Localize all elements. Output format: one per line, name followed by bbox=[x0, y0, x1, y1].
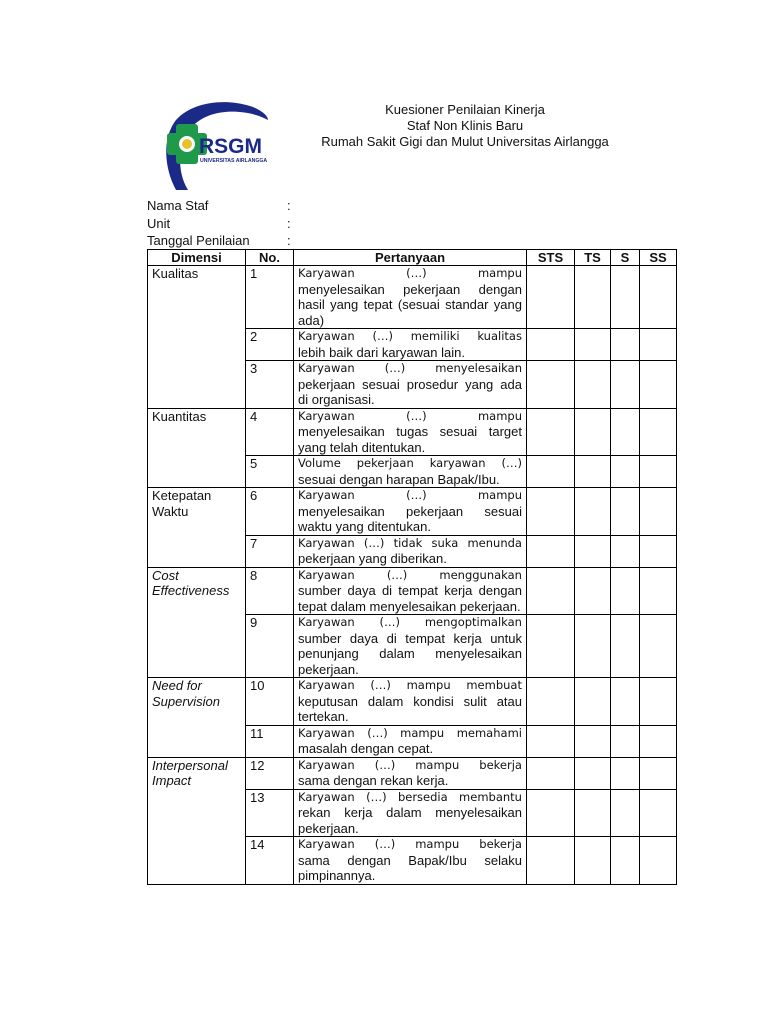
field-label: Unit bbox=[147, 215, 171, 231]
question-rest: menyelesaikan pekerjaan dengan hasil yang tepat (sesuai standar yang ada) bbox=[298, 281, 522, 328]
table-header-row bbox=[148, 250, 677, 266]
question-number: 4 bbox=[246, 408, 294, 456]
answer-cell-ss[interactable] bbox=[640, 361, 677, 409]
question-rest: sama dengan rekan kerja. bbox=[298, 773, 449, 788]
answer-cell-s[interactable] bbox=[611, 725, 640, 757]
staff-info bbox=[147, 197, 291, 250]
dimension-cell: Interpersonal Impact bbox=[148, 757, 246, 884]
answer-cell-sts[interactable] bbox=[527, 837, 575, 885]
question-text bbox=[294, 678, 527, 726]
answer-cell-ss[interactable] bbox=[640, 329, 677, 361]
field-label: Nama Staf bbox=[147, 198, 209, 213]
answer-cell-ts[interactable] bbox=[575, 329, 611, 361]
question-number: 8 bbox=[246, 567, 294, 615]
answer-cell-ts[interactable] bbox=[575, 567, 611, 615]
question-lead: Karyawan (…) mampu bbox=[298, 488, 522, 502]
question-rest: pekerjaan yang diberikan. bbox=[298, 551, 447, 566]
answer-cell-ts[interactable] bbox=[575, 725, 611, 757]
answer-cell-sts[interactable] bbox=[527, 757, 575, 789]
answer-cell-s[interactable] bbox=[611, 757, 640, 789]
answer-cell-ts[interactable] bbox=[575, 789, 611, 837]
question-rest: menyelesaikan tugas sesuai target yang telah ditentukan. bbox=[298, 424, 522, 455]
answer-cell-ts[interactable] bbox=[575, 361, 611, 409]
question-text bbox=[294, 266, 527, 329]
question-lead: Karyawan (…) mengoptimalkan bbox=[298, 615, 522, 629]
answer-cell-sts[interactable] bbox=[527, 678, 575, 726]
answer-cell-ss[interactable] bbox=[640, 725, 677, 757]
question-number: 1 bbox=[246, 266, 294, 329]
question-lead: Karyawan (…) mampu membuat bbox=[298, 678, 522, 692]
answer-cell-s[interactable] bbox=[611, 567, 640, 615]
question-number: 2 bbox=[246, 329, 294, 361]
question-lead: Karyawan (…) mampu memahami bbox=[298, 725, 522, 740]
dimension-cell: Kuantitas bbox=[148, 408, 246, 488]
question-number: 6 bbox=[246, 488, 294, 536]
question-row bbox=[148, 757, 677, 789]
question-number: 13 bbox=[246, 789, 294, 837]
answer-cell-ss[interactable] bbox=[640, 408, 677, 456]
question-text bbox=[294, 789, 527, 837]
field-tanggal-penilaian bbox=[147, 232, 291, 250]
answer-cell-s[interactable] bbox=[611, 678, 640, 726]
question-number: 12 bbox=[246, 757, 294, 789]
question-text bbox=[294, 567, 527, 615]
answer-cell-s[interactable] bbox=[611, 408, 640, 456]
field-unit bbox=[147, 215, 291, 233]
answer-cell-s[interactable] bbox=[611, 361, 640, 409]
answer-cell-ss[interactable] bbox=[640, 535, 677, 567]
answer-cell-ss[interactable] bbox=[640, 678, 677, 726]
question-text bbox=[294, 488, 527, 536]
question-text bbox=[294, 757, 527, 789]
question-text bbox=[294, 615, 527, 678]
answer-cell-ss[interactable] bbox=[640, 789, 677, 837]
question-lead: Karyawan (…) mampu bekerja bbox=[298, 837, 522, 851]
field-separator: : bbox=[287, 198, 291, 213]
question-rest: keputusan dalam kondisi sulit atau tertekan. bbox=[298, 693, 522, 724]
answer-cell-sts[interactable] bbox=[527, 456, 575, 488]
answer-cell-ts[interactable] bbox=[575, 408, 611, 456]
question-rest: lebih baik dari karyawan lain. bbox=[298, 344, 465, 360]
header-no: No. bbox=[246, 250, 294, 266]
question-number: 9 bbox=[246, 615, 294, 678]
answer-cell-ts[interactable] bbox=[575, 615, 611, 678]
title-line-3: Rumah Sakit Gigi dan Mulut Universitas Airlangga bbox=[321, 134, 609, 149]
question-rest: sumber daya di tempat kerja dengan tepat dalam menyelesaikan pekerjaan. bbox=[298, 583, 522, 614]
answer-cell-sts[interactable] bbox=[527, 789, 575, 837]
question-row bbox=[148, 266, 677, 329]
answer-cell-sts[interactable] bbox=[527, 535, 575, 567]
question-text bbox=[294, 408, 527, 456]
answer-cell-sts[interactable] bbox=[527, 266, 575, 329]
header-dimensi: Dimensi bbox=[148, 250, 246, 266]
question-number: 7 bbox=[246, 535, 294, 567]
title-line-2: Staf Non Klinis Baru bbox=[406, 118, 524, 133]
answer-cell-sts[interactable] bbox=[527, 408, 575, 456]
answer-cell-s[interactable] bbox=[611, 615, 640, 678]
answer-cell-ts[interactable] bbox=[575, 266, 611, 329]
answer-cell-ts[interactable] bbox=[575, 456, 611, 488]
logo-text: RSGM bbox=[199, 135, 262, 158]
question-rest: sama dengan Bapak/Ibu selaku pimpinannya. bbox=[298, 852, 522, 883]
answer-cell-s[interactable] bbox=[611, 535, 640, 567]
answer-cell-ts[interactable] bbox=[575, 678, 611, 726]
question-text bbox=[294, 361, 527, 409]
dimension-cell: Need for Supervision bbox=[148, 678, 246, 758]
question-lead: Karyawan (…) memiliki kualitas bbox=[298, 329, 522, 343]
question-number: 5 bbox=[246, 456, 294, 488]
answer-cell-ss[interactable] bbox=[640, 837, 677, 885]
question-lead: Karyawan (…) mampu bbox=[298, 408, 522, 423]
question-row bbox=[148, 408, 677, 456]
question-number: 3 bbox=[246, 361, 294, 409]
answer-cell-sts[interactable] bbox=[527, 361, 575, 409]
answer-cell-sts[interactable] bbox=[527, 329, 575, 361]
field-separator: : bbox=[287, 233, 291, 248]
answer-cell-s[interactable] bbox=[611, 789, 640, 837]
question-lead: Karyawan (…) mampu bekerja bbox=[298, 757, 522, 772]
answer-cell-ss[interactable] bbox=[640, 456, 677, 488]
question-rest: pekerjaan sesuai prosedur yang ada di organisasi. bbox=[298, 376, 522, 407]
header-sts: STS bbox=[527, 250, 575, 266]
question-lead: Volume pekerjaan karyawan (…) bbox=[298, 456, 522, 470]
answer-cell-s[interactable] bbox=[611, 456, 640, 488]
rsgm-logo bbox=[158, 98, 270, 194]
answer-cell-s[interactable] bbox=[611, 329, 640, 361]
question-rest: sumber daya di tempat kerja untuk penunjang dalam menyelesaikan pekerjaan. bbox=[298, 630, 522, 677]
question-rest: menyelesaikan pekerjaan sesuai waktu yang ditentukan. bbox=[298, 503, 522, 534]
field-nama-staf bbox=[147, 197, 291, 215]
answer-cell-ts[interactable] bbox=[575, 837, 611, 885]
title-line-1: Kuesioner Penilaian Kinerja bbox=[385, 102, 545, 117]
question-row bbox=[148, 678, 677, 726]
question-text bbox=[294, 329, 527, 361]
question-rest: rekan kerja dalam menyelesaikan pekerjaan. bbox=[298, 805, 522, 836]
header-s: S bbox=[611, 250, 640, 266]
header-ts: TS bbox=[575, 250, 611, 266]
dimension-cell: Cost Effectiveness bbox=[148, 567, 246, 678]
answer-cell-ss[interactable] bbox=[640, 266, 677, 329]
logo-subtext: UNIVERSITAS AIRLANGGA bbox=[200, 158, 268, 164]
questionnaire-table bbox=[147, 249, 677, 885]
header-pertanyaan: Pertanyaan bbox=[294, 250, 527, 266]
question-rest: masalah dengan cepat. bbox=[298, 741, 434, 756]
answer-cell-sts[interactable] bbox=[527, 488, 575, 536]
answer-cell-ss[interactable] bbox=[640, 615, 677, 678]
answer-cell-s[interactable] bbox=[611, 266, 640, 329]
question-number: 11 bbox=[246, 725, 294, 757]
field-label: Tanggal Penilaian bbox=[147, 233, 250, 248]
question-lead: Karyawan (…) bersedia membantu bbox=[298, 789, 522, 804]
answer-cell-ss[interactable] bbox=[640, 757, 677, 789]
answer-cell-ts[interactable] bbox=[575, 488, 611, 536]
answer-cell-ts[interactable] bbox=[575, 757, 611, 789]
question-text bbox=[294, 535, 527, 567]
dimension-cell: Kualitas bbox=[148, 266, 246, 409]
answer-cell-sts[interactable] bbox=[527, 567, 575, 615]
question-rest: sesuai dengan harapan Bapak/Ibu. bbox=[298, 471, 500, 487]
question-row bbox=[148, 567, 677, 615]
answer-cell-ts[interactable] bbox=[575, 535, 611, 567]
header-ss: SS bbox=[640, 250, 677, 266]
question-row bbox=[148, 488, 677, 536]
answer-cell-s[interactable] bbox=[611, 837, 640, 885]
dimension-cell: Ketepatan Waktu bbox=[148, 488, 246, 568]
answer-cell-ss[interactable] bbox=[640, 567, 677, 615]
question-text bbox=[294, 725, 527, 757]
question-text bbox=[294, 837, 527, 885]
document-title bbox=[300, 102, 630, 150]
question-number: 10 bbox=[246, 678, 294, 726]
answer-cell-sts[interactable] bbox=[527, 615, 575, 678]
answer-cell-ss[interactable] bbox=[640, 488, 677, 536]
question-lead: Karyawan (…) tidak suka menunda bbox=[298, 535, 522, 550]
question-text bbox=[294, 456, 527, 488]
question-number: 14 bbox=[246, 837, 294, 885]
field-separator: : bbox=[287, 215, 291, 231]
answer-cell-s[interactable] bbox=[611, 488, 640, 536]
question-lead: Karyawan (…) mampu bbox=[298, 266, 522, 280]
question-lead: Karyawan (…) menyelesaikan bbox=[298, 361, 522, 375]
answer-cell-sts[interactable] bbox=[527, 725, 575, 757]
question-lead: Karyawan (…) menggunakan bbox=[298, 567, 522, 582]
